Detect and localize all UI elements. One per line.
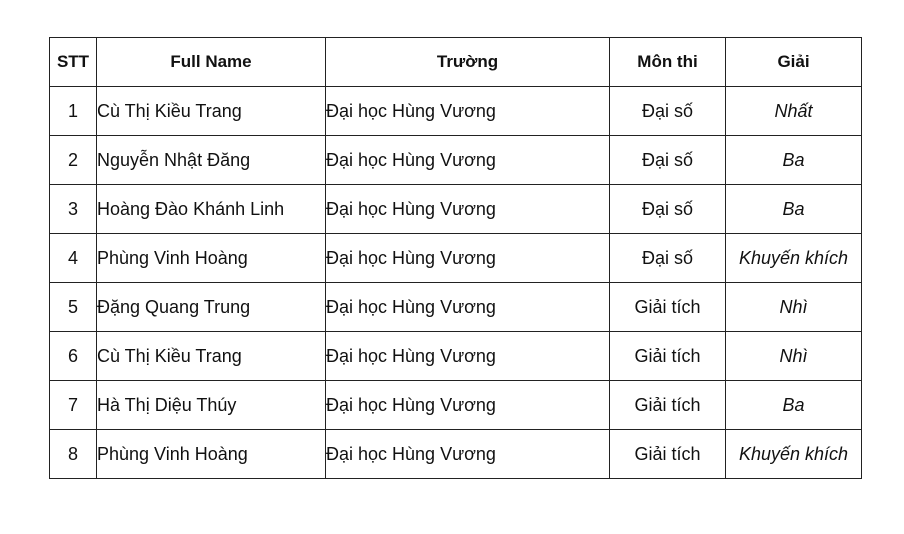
table-row (50, 234, 862, 283)
cell-prize: Ba (726, 381, 862, 430)
cell-school: Đại học Hùng Vương (326, 234, 610, 283)
cell-subject: Đại số (610, 234, 726, 283)
cell-school: Đại học Hùng Vương (326, 136, 610, 185)
cell-stt: 4 (50, 234, 97, 283)
cell-school: Đại học Hùng Vương (326, 381, 610, 430)
cell-full-name: Đặng Quang Trung (97, 283, 326, 332)
cell-school: Đại học Hùng Vương (326, 185, 610, 234)
table-row (50, 332, 862, 381)
header-prize: Giải (726, 38, 862, 87)
cell-school: Đại học Hùng Vương (326, 283, 610, 332)
cell-full-name: Cù Thị Kiều Trang (97, 87, 326, 136)
cell-subject: Giải tích (610, 332, 726, 381)
cell-full-name: Phùng Vinh Hoàng (97, 430, 326, 479)
cell-prize: Nhất (726, 87, 862, 136)
header-subject: Môn thi (610, 38, 726, 87)
cell-full-name: Hoàng Đào Khánh Linh (97, 185, 326, 234)
cell-subject: Đại số (610, 136, 726, 185)
results-table (49, 37, 862, 479)
cell-stt: 2 (50, 136, 97, 185)
cell-subject: Giải tích (610, 283, 726, 332)
table-row (50, 430, 862, 479)
cell-school: Đại học Hùng Vương (326, 430, 610, 479)
cell-stt: 7 (50, 381, 97, 430)
table-row (50, 87, 862, 136)
header-full-name: Full Name (97, 38, 326, 87)
cell-stt: 5 (50, 283, 97, 332)
cell-subject: Đại số (610, 87, 726, 136)
cell-school: Đại học Hùng Vương (326, 87, 610, 136)
cell-prize: Ba (726, 185, 862, 234)
cell-prize: Nhì (726, 332, 862, 381)
cell-full-name: Nguyễn Nhật Đăng (97, 136, 326, 185)
cell-prize: Ba (726, 136, 862, 185)
cell-prize: Nhì (726, 283, 862, 332)
cell-full-name: Cù Thị Kiều Trang (97, 332, 326, 381)
cell-prize: Khuyến khích (726, 234, 862, 283)
cell-subject: Đại số (610, 185, 726, 234)
cell-full-name: Phùng Vinh Hoàng (97, 234, 326, 283)
cell-subject: Giải tích (610, 381, 726, 430)
table-row (50, 185, 862, 234)
header-school: Trường (326, 38, 610, 87)
header-stt: STT (50, 38, 97, 87)
table-row (50, 381, 862, 430)
cell-full-name: Hà Thị Diệu Thúy (97, 381, 326, 430)
cell-school: Đại học Hùng Vương (326, 332, 610, 381)
table-row (50, 283, 862, 332)
table-row (50, 136, 862, 185)
header-row (50, 38, 862, 87)
cell-subject: Giải tích (610, 430, 726, 479)
cell-prize: Khuyến khích (726, 430, 862, 479)
cell-stt: 8 (50, 430, 97, 479)
cell-stt: 3 (50, 185, 97, 234)
cell-stt: 6 (50, 332, 97, 381)
cell-stt: 1 (50, 87, 97, 136)
